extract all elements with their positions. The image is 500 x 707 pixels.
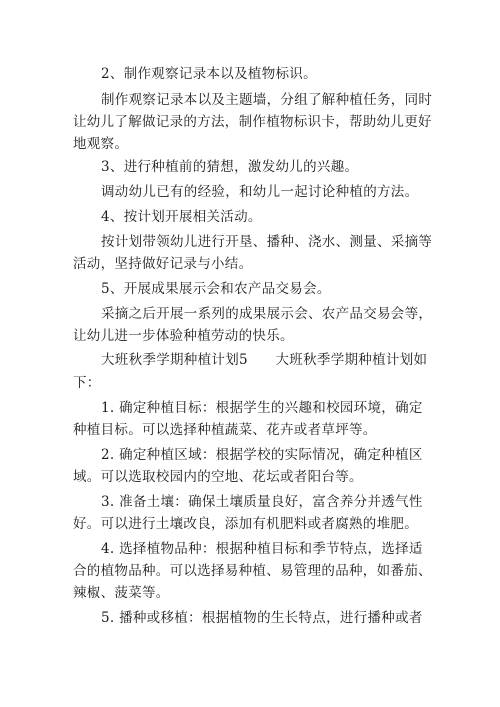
text-line: 让幼儿了解做记录的方法，制作植物标识卡，帮助幼儿更好: [73, 114, 432, 130]
text-line: 采摘之后开展一系列的成果展示会、农产品交易会等，: [101, 306, 433, 322]
text-line: 让幼儿进一步体验种植劳动的快乐。: [73, 328, 294, 344]
text-line: 种植目标。可以选择种植蔬菜、花卉或者草坪等。: [73, 422, 377, 438]
text-line: 5. 播种或移植：根据植物的生长特点，进行播种或者: [101, 610, 423, 626]
text-line: 地观察。: [73, 136, 129, 152]
text-line: 按计划带领幼儿进行开垦、播种、浇水、测量、采摘等: [101, 234, 433, 250]
text-line: 4. 选择植物品种：根据种植目标和季节特点，选择适: [101, 541, 423, 557]
text-line: 域。可以选取校园内的空地、花坛或者阳台等。: [73, 469, 363, 485]
text-line: 制作观察记录本以及主题墙，分组了解种植任务，同时: [101, 92, 433, 108]
text-line: 辣椒、菠菜等。: [73, 585, 170, 601]
text-line: 3. 准备土壤：确保土壤质量良好，富含养分并透气性: [101, 494, 423, 510]
text-line: 大班秋季学期种植计划5 大班秋季学期种植计划如: [101, 352, 428, 368]
text-line: 1. 确定种植目标：根据学生的兴趣和校园环境，确定: [101, 400, 423, 416]
text-line: 合的植物品种。可以选择易种植、易管理的品种，如番茄、: [73, 563, 432, 579]
text-line: 2. 确定种植区域：根据学校的实际情况，确定种植区: [101, 447, 423, 463]
text-line: 3、进行种植前的猜想，激发幼儿的兴趣。: [101, 159, 359, 175]
text-line: 2、制作观察记录本以及植物标识。: [101, 66, 317, 82]
text-line: 4、按计划开展相关活动。: [101, 209, 262, 225]
text-line: 5、开展成果展示会和农产品交易会。: [101, 281, 331, 297]
text-line: 好。可以进行土壤改良，添加有机肥料或者腐熟的堆肥。: [73, 516, 418, 532]
text-line: 下：: [73, 375, 101, 391]
text-line: 活动，坚持做好记录与小结。: [73, 256, 253, 272]
text-line: 调动幼儿已有的经验，和幼儿一起讨论种植的方法。: [101, 184, 419, 200]
